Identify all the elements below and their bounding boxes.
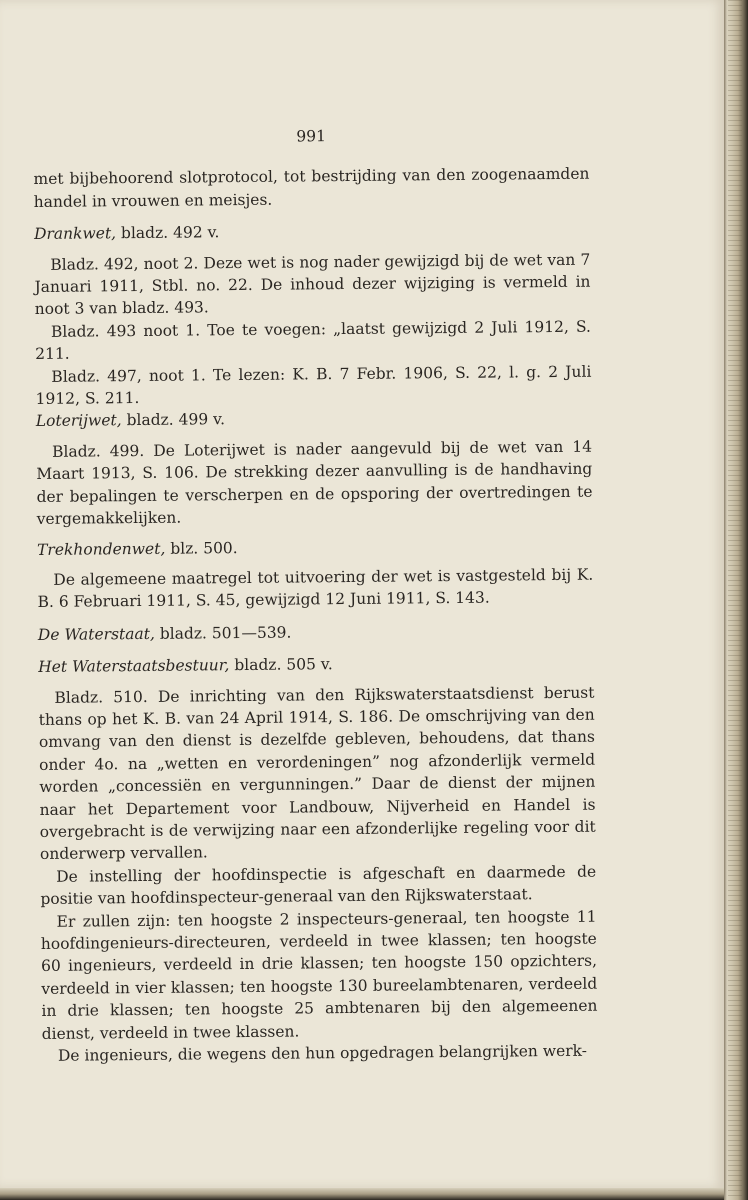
heading-reference: bladz. 492 v. — [115, 223, 220, 243]
page-stack-edge — [724, 0, 748, 1200]
paragraph: De instelling der hoofdinspectie is afgeschaft en daarmede de positie van hoofdinspecteur-generaal van den Rijkswaterstaat. — [40, 862, 597, 909]
heading-reference: bladz. 505 v. — [229, 655, 333, 675]
paragraph: De algemeene maatregel tot uitvoering der wet is vastgesteld bij K. B. 6 Februari 1911, S. 45, gewijzigd 12 Juni 1911, S. 143. — [37, 565, 594, 612]
heading-title: De Waterstaat, — [37, 624, 155, 644]
page-bottom-edge — [0, 1188, 724, 1200]
page-text-block — [33, 123, 598, 1068]
heading-title: Loterijwet, — [35, 411, 122, 431]
paragraph: Bladz. 510. De inrichting van den Rijkswaterstaatsdienst berust thans op het K. B. van 24 April 1914, S. 186. De omschrijving van den omvang van den dienst is dezelfde gebleven, behoudens, dat thans onder 4o. na „wetten en verordeningen” nog afzonderlijk vermeld worden „concessiën en vergunningen.” Daar de dienst der mijnen naar het Departement voor Landbouw, Nijverheid en Handel is overgebracht is de verwijzing naar een afzonderlijke regeling voor dit onderwerp vervallen. — [38, 683, 596, 864]
heading-reference: bladz. 499 v. — [121, 410, 226, 430]
heading-title: Trekhondenwet, — [36, 539, 166, 559]
section-heading — [34, 218, 590, 246]
paragraph: Bladz. 492, noot 2. Deze wet is nog nader gewijzigd bij de wet van 7 Januari 1911, Stbl. no. 22. De inhoud dezer wijziging is vermeld in noot 3 van bladz. 493. — [34, 250, 591, 319]
paragraph: Bladz. 497, noot 1. Te lezen: K. B. 7 Febr. 1906, S. 22, l. g. 2 Juli 1912, S. 211. — [35, 362, 592, 409]
heading-reference: blz. 500. — [165, 538, 238, 558]
paragraph: Bladz. 493 noot 1. Toe te voegen: „laatst gewijzigd 2 Juli 1912, S. 211. — [35, 317, 592, 364]
section-heading — [37, 533, 593, 561]
section-heading — [36, 405, 592, 433]
paragraph: De ingenieurs, die wegens den hun opgedragen belangrijken werk- — [57, 1041, 588, 1065]
heading-reference: bladz. 501—539. — [154, 623, 292, 643]
section-heading — [38, 651, 594, 679]
paragraph: met bijbehoorend slotprotocol, tot bestrijding van den zoogenaamden handel in vrouwen en meisjes. — [33, 165, 590, 211]
heading-title: Het Waterstaatsbestuur, — [38, 656, 230, 677]
paragraph: Er zullen zijn: ten hoogste 2 inspecteurs-generaal, ten hoogste 11 hoofdingenieurs-directeuren, verdeeld in twee klassen; ten hoogste 60 ingenieurs, verdeeld in drie klassen; ten hoogste 150 opzichters, verdeeld in vier klassen; ten hoogste 130 bureelambtenaren, verdeeld in drie klassen; ten hoogste 25 ambtenaren bij den algemeenen dienst, verdeeld in twee klassen. — [40, 907, 598, 1043]
section-heading — [38, 618, 594, 646]
heading-title: Drankwet, — [33, 224, 117, 244]
page-number: 991 — [296, 127, 326, 146]
paragraph: Bladz. 499. De Loterijwet is nader aangevuld bij de wet van 14 Maart 1913, S. 106. De strekking dezer aanvulling is de handhaving der bepalingen te verscherpen en de opsporing der overtredingen te vergemakkelijken. — [36, 437, 593, 529]
